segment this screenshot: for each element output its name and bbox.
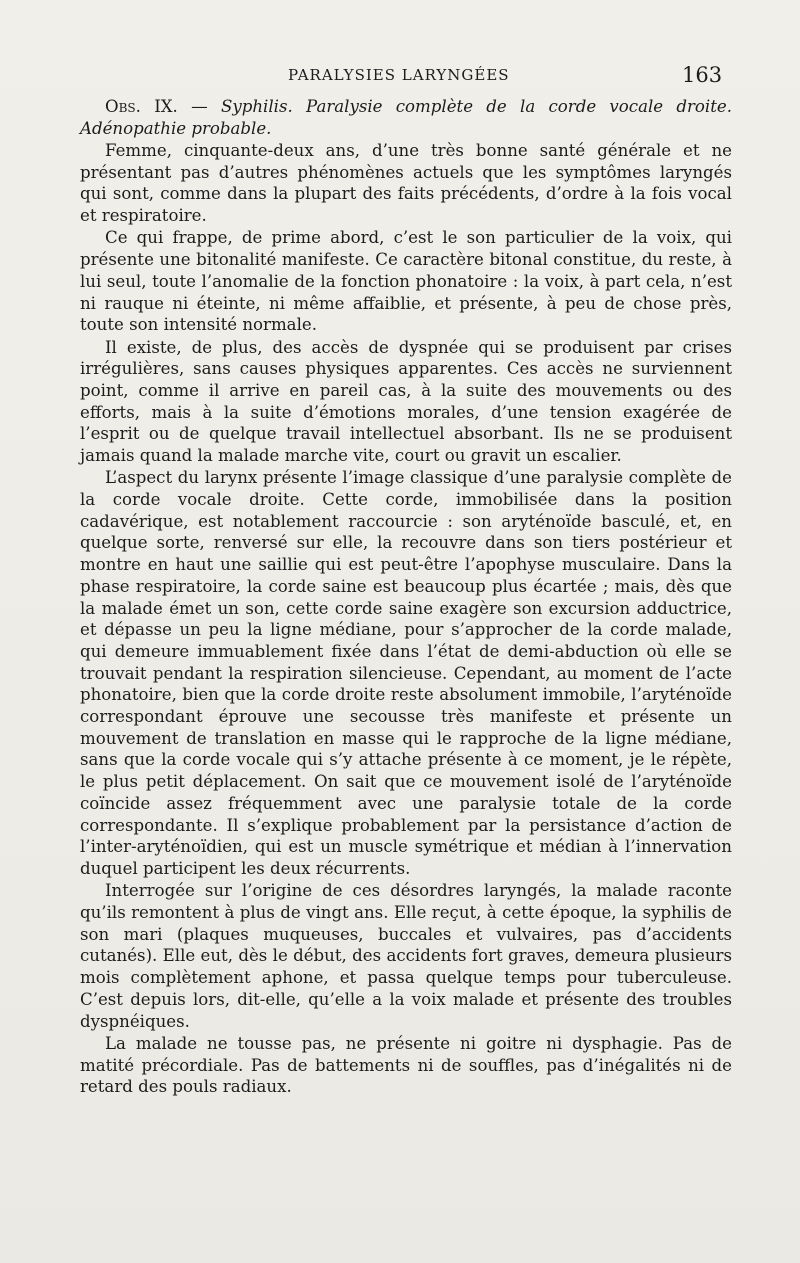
observation-title: Syphilis. Paralysie complète de la corde vocale droite. Adénopathie probable. <box>80 97 732 138</box>
paragraph: L’aspect du larynx présente l’image classique d’une paralysie complète de la corde vocale droite. Cette corde, immobilisée dans la position cadavérique, est notablement raccourcie : son aryténoïde basculé, et, en quelque sorte, renversé sur elle, la recouvre dans son tiers postérieur et montre en haut une saillie qui est peut-être l’apophyse musculaire. Dans la phase respiratoire, la corde saine est beaucoup plus écartée ; mais, dès que la malade émet un son, cette corde saine exagère son excursion adductrice, et dépasse un peu la ligne médiane, pour s’approcher de la corde malade, qui demeure immuablement fixée dans l’état de demi-abduction où elle se trouvait pendant la respiration silencieuse. Cependant, au moment de l’acte phonatoire, bien que la corde droite reste absolument immobile, l’aryténoïde correspondant éprouve une secousse très manifeste et présente un mouvement de translation en masse qui le rapproche de la ligne médiane, sans que la corde vocale qui s’y attache présente à ce moment, je le répète, le plus petit déplacement. On sait que ce mouvement isolé de l’aryténoïde coïncide assez fréquemment avec une paralysie totale de la corde correspondante. Il s’explique probablement par la persistance d’action de l’inter-aryténoïdien, qui est un muscle symétrique et médian à l’innervation duquel participent les deux récurrents. <box>80 468 732 878</box>
paragraph: La malade ne tousse pas, ne présente ni goitre ni dysphagie. Pas de matité précordiale. Pas de battements ni de souffles, pas d’inégalités ni de retard des pouls radiaux. <box>80 1033 732 1097</box>
paragraph: Il existe, de plus, des accès de dyspnée qui se produisent par crises irrégulières, sans causes physiques apparentes. Ces accès ne surviennent point, comme il arrive en pareil cas, à la suite des mouvements ou des efforts, mais à la suite d’émotions morales, d’une tension exagérée de l’esprit ou de quelque travail intellectuel absorbant. Ils ne se produisent jamais quand la malade marche vite, court ou gravit un escalier. <box>80 337 732 466</box>
observation-label: Obs. IX. — <box>105 97 221 116</box>
paragraph: Femme, cinquante-deux ans, d’une très bonne santé générale et ne présentant pas d’autres phénomènes actuels que les symptômes laryngés qui sont, comme dans la plupart des faits précédents, d’ordre à la fois vocal et respiratoire. <box>80 141 732 226</box>
page-number: 163 <box>682 63 723 87</box>
paragraph: Ce qui frappe, de prime abord, c’est le son particulier de la voix, qui présente une bitonalité manifeste. Ce caractère bitonal constitue, du reste, à lui seul, toute l’anomalie de la fonction phonatoire : la voix, à part cela, n’est ni rauque ni éteinte, ni même affaiblie, et présente, à peu de chose près, toute son intensité normale. <box>80 228 732 335</box>
page-body <box>80 96 732 1098</box>
paragraph: Interrogée sur l’origine de ces désordres laryngés, la malade raconte qu’ils remontent à plus de vingt ans. Elle reçut, à cette époque, la syphilis de son mari (plaques muqueuses, buccales et vulvaires, pas d’accidents cutanés). Elle eut, dès le début, des accidents fort graves, demeura plusieurs mois complètement aphone, et passa quelque temps pour tuberculeuse. C’est depuis lors, dit-elle, qu’elle a la voix malade et présente des troubles dyspnéiques. <box>80 881 732 1031</box>
observation-heading <box>80 96 732 139</box>
running-title: PARALYSIES LARYNGÉES <box>288 66 510 84</box>
